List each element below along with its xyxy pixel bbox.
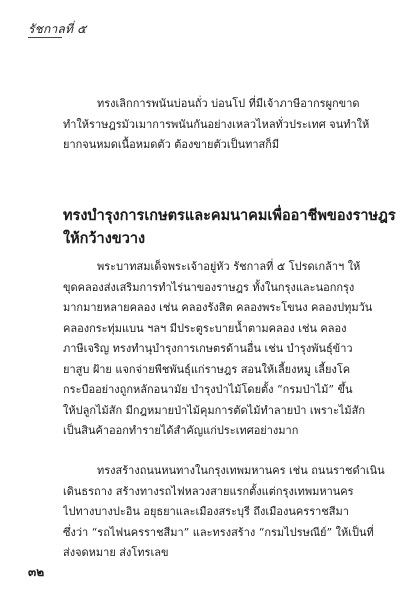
paragraph-line: พระบาทสมเด็จพระเจ้าอยู่หัว รัชกาลที่ ๕ โปรดเกล้าฯ ให้ xyxy=(97,260,361,273)
running-title: รัชกาลที่ ๕ xyxy=(28,22,87,36)
paragraph-line: ยาสูบ ฝ้าย แจกจ่ายพืชพันธุ์แก่ราษฎร สอนให้เลี้ยงหมู เลี้ยงโค xyxy=(63,362,351,376)
paragraph-line: ภาษีเจริญ ทรงทำนุบำรุงการเกษตรด้านอื่น เช่น บำรุงพันธุ์ข้าว xyxy=(63,342,353,355)
paragraph-line: ให้ปลูกไม้สัก มีกฎหมายป่าไม้คุมการตัดไม้ทำลายป่า เพราะไม้สัก xyxy=(63,403,366,417)
paragraph-line: เป็นสินค้าออกทำรายได้สำคัญแก่ประเทศอย่างมาก xyxy=(63,424,299,437)
paragraph-line: ยากจนหมดเนื้อหมดตัว ต้องขายตัวเป็นทาสก็มี xyxy=(63,138,280,151)
paragraph-line: ขุดคลองส่งเสริมการทำไร่นาของราษฎร ทั้งในกรุงและนอกกรุง xyxy=(63,280,355,294)
paragraph-line: ทรงสร้างถนนหนทางในกรุงเทพมหานคร เช่น ถนนราชดำเนิน xyxy=(97,464,385,477)
body-paragraph-agriculture xyxy=(63,257,393,442)
body-paragraph-transport xyxy=(63,461,393,564)
page-number: ๓๒ xyxy=(28,565,45,579)
heading-line: ให้กว้างขวาง xyxy=(63,231,146,247)
running-header xyxy=(28,18,86,39)
paragraph-line: ส่งจดหมาย ส่งโทรเลข xyxy=(63,546,169,559)
paragraph-line: เดินธรถาง สร้างทางรถไฟหลวงสายแรกตั้งแต่กรุงเทพมหานคร xyxy=(63,484,354,498)
paragraph-line: ไปทางบางปะอิน อยุธยาและเมืองสระบุรี ถึงเมืองนครราชสีมา xyxy=(63,505,349,518)
paragraph-line: ซึ่งว่า “รถไฟนครราชสีมา” และทรงสร้าง “กรมไปรษณีย์” ให้เป็นที่ xyxy=(63,525,374,539)
paragraph-line: ทรงเลิกการพนันบ่อนถั่ว บ่อนโป ที่มีเจ้าภาษีอากรผูกขาด xyxy=(97,97,360,110)
intro-paragraph xyxy=(63,94,393,156)
header-underline xyxy=(28,37,62,38)
paragraph-line: กระบืออย่างถูกหลักอนามัย บำรุงป่าไม้โดยตั้ง “กรมป่าไม้” ขึ้น xyxy=(63,383,353,396)
section-heading xyxy=(63,205,395,251)
paragraph-line: คลองกระทุ่มแบน ฯลฯ มีประตูระบายน้ำตามคลอง เช่น คลอง xyxy=(63,321,347,335)
paragraph-line: มากมายหลายคลอง เช่น คลองรังสิต คลองพระโขนง คลองปทุมวัน xyxy=(63,301,373,314)
heading-line: ทรงบำรุงการเกษตรและคมนาคมเพื่ออาชีพของราษฎร xyxy=(63,208,396,224)
paragraph-line: ทำให้ราษฎรมัวเมาการพนันกันอย่างเหลวไหลทั่วประเทศ จนทำให้ xyxy=(63,117,370,131)
